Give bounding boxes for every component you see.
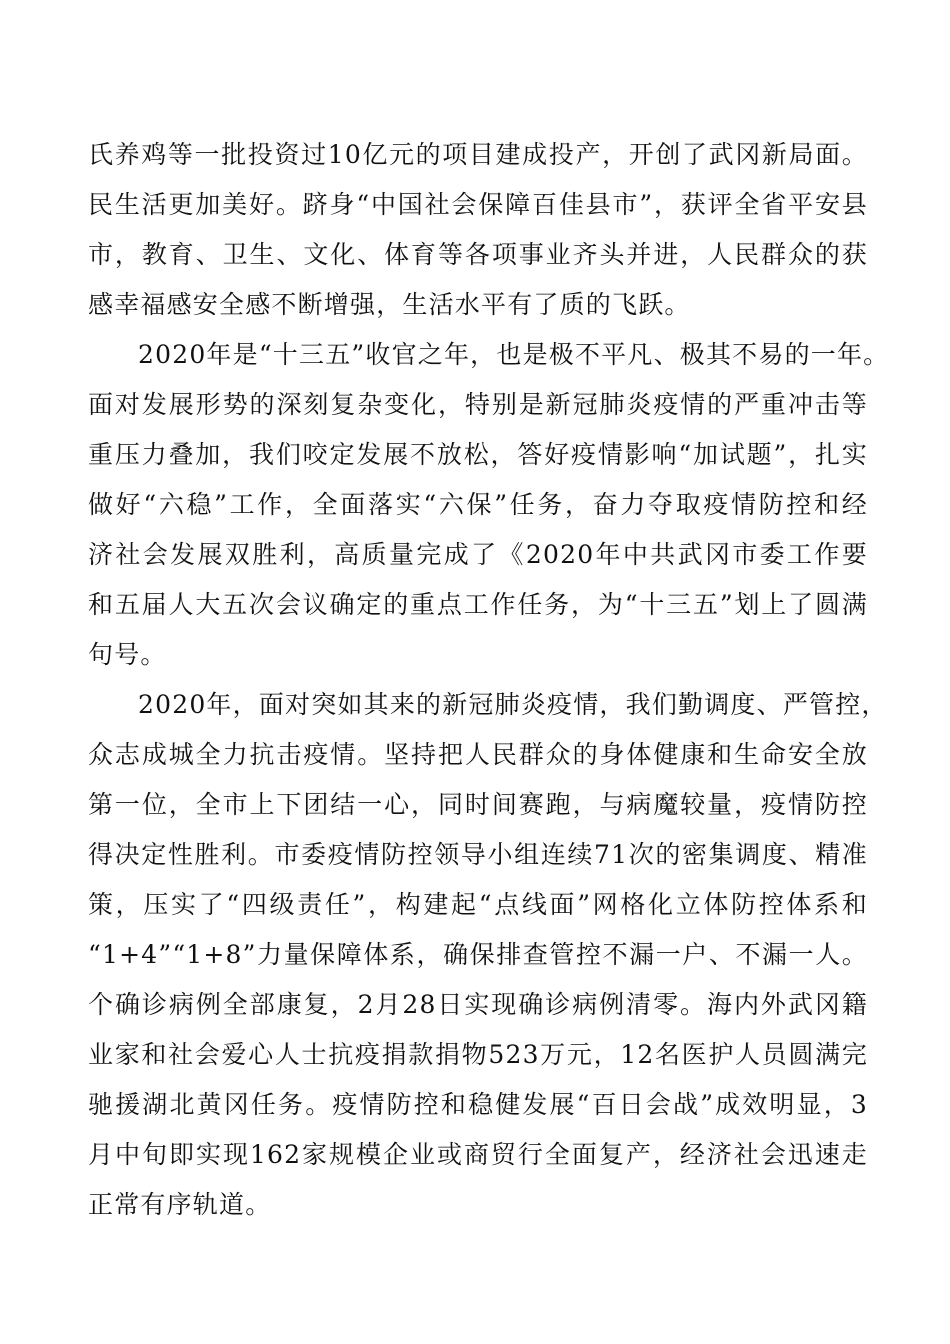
paragraph-3 [88, 680, 888, 1230]
paragraph-line: “1+4”“1+8”力量保障体系，确保排查管控不漏一户、不漏一人。 [88, 940, 868, 969]
paragraph-line: 业家和社会爱心人士抗疫捐款捐物523万元，12名医护人员圆满完 [88, 1040, 868, 1069]
paragraph-line: 民生活更加美好。跻身“中国社会保障百佳县市”，获评全省平安县 [88, 190, 868, 219]
paragraph-line: 2020年，面对突如其来的新冠肺炎疫情，我们勤调度、严管控， [138, 690, 888, 719]
paragraph-line: 得决定性胜利。市委疫情防控领导小组连续71次的密集调度、精准 [88, 840, 868, 869]
paragraph-line: 月中旬即实现162家规模企业或商贸行全面复产，经济社会迅速走 [88, 1140, 868, 1169]
paragraph-line: 2020年是“十三五”收官之年，也是极不平凡、极其不易的一年。 [138, 340, 890, 369]
document-body [88, 130, 890, 1230]
paragraph-1 [88, 130, 868, 330]
paragraph-line: 驰援湖北黄冈任务。疫情防控和稳健发展“百日会战”成效明显，3 [88, 1090, 868, 1119]
paragraph-line: 个确诊病例全部康复，2月28日实现确诊病例清零。海内外武冈籍 [88, 990, 868, 1019]
paragraph-line: 正常有序轨道。 [88, 1190, 272, 1219]
paragraph-line: 众志成城全力抗击疫情。坚持把人民群众的身体健康和生命安全放 [88, 740, 868, 769]
paragraph-2 [88, 330, 890, 680]
paragraph-line: 市，教育、卫生、文化、体育等各项事业齐头并进，人民群众的获 [88, 240, 868, 269]
paragraph-line: 重压力叠加，我们咬定发展不放松，答好疫情影响“加试题”，扎实 [88, 440, 868, 469]
paragraph-line: 和五届人大五次会议确定的重点工作任务，为“十三五”划上了圆满 [88, 590, 868, 619]
paragraph-line: 第一位，全市上下团结一心，同时间赛跑，与病魔较量，疫情防控 [88, 790, 868, 819]
paragraph-line: 济社会发展双胜利，高质量完成了《2020年中共武冈市委工作要 [88, 540, 868, 569]
paragraph-line: 做好“六稳”工作，全面落实“六保”任务，奋力夺取疫情防控和经 [88, 490, 868, 519]
paragraph-line: 策，压实了“四级责任”，构建起“点线面”网格化立体防控体系和 [88, 890, 868, 919]
paragraph-line: 感幸福感安全感不断增强，生活水平有了质的飞跃。 [88, 290, 691, 319]
paragraph-line: 面对发展形势的深刻复杂变化，特别是新冠肺炎疫情的严重冲击等 [88, 390, 868, 419]
paragraph-line: 句号。 [88, 640, 167, 669]
paragraph-line: 氏养鸡等一批投资过10亿元的项目建成投产，开创了武冈新局面。 [88, 140, 868, 169]
